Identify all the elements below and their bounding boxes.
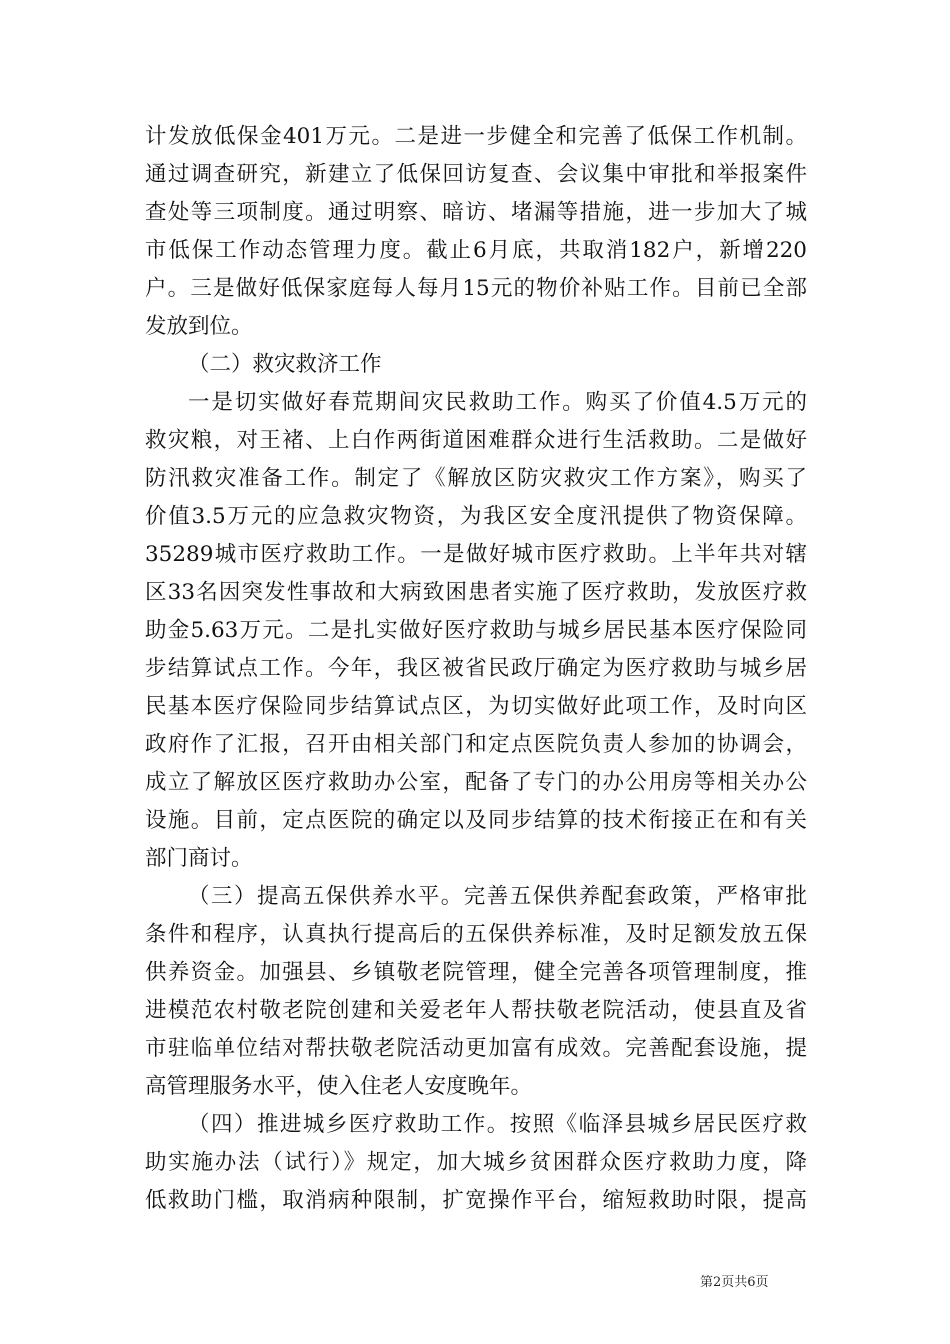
- text-line: 部门商讨。: [145, 846, 253, 871]
- text-line: 区33名因突发性事故和大病致困患者实施了医疗救助，发放医疗救: [145, 580, 807, 605]
- text-line: 条件和程序，认真执行提高后的五保供养标准，及时足额发放五保: [145, 922, 807, 947]
- text-line: 高管理服务水平，使入住老人安度晚年。: [145, 1074, 533, 1099]
- text-line: 供养资金。加强县、乡镇敬老院管理，健全完善各项管理制度，推: [145, 960, 807, 985]
- text-line: 价值3.5万元的应急救灾物资，为我区安全度汛提供了物资保障。: [145, 504, 807, 529]
- text-line: 一是切实做好春荒期间灾民救助工作。购买了价值4.5万元的: [188, 390, 807, 415]
- paragraph-lines: [145, 118, 807, 1220]
- document-body: [145, 118, 807, 1220]
- text-line: 发放到位。: [145, 314, 253, 339]
- text-line: 防汛救灾准备工作。制定了《解放区防灾救灾工作方案》，购买了: [145, 466, 807, 491]
- text-line: （二）救灾救济工作: [188, 352, 382, 377]
- text-line: 步结算试点工作。今年，我区被省民政厅确定为医疗救助与城乡居: [145, 656, 807, 681]
- text-line: 进模范农村敬老院创建和关爱老年人帮扶敬老院活动，使县直及省: [145, 998, 807, 1023]
- text-line: 市驻临单位结对帮扶敬老院活动更加富有成效。完善配套设施，提: [145, 1036, 807, 1061]
- text-line: （四）推进城乡医疗救助工作。按照《临泽县城乡居民医疗救: [188, 1112, 807, 1137]
- text-line: 设施。目前，定点医院的确定以及同步结算的技术衔接正在和有关: [145, 808, 807, 833]
- text-line: 成立了解放区医疗救助办公室，配备了专门的办公用房等相关办公: [145, 770, 807, 795]
- text-line: 助实施办法（试行）》规定，加大城乡贫困群众医疗救助力度，降: [145, 1150, 807, 1175]
- text-line: （三）提高五保供养水平。完善五保供养配套政策，严格审批: [188, 884, 807, 909]
- text-line: 救灾粮，对王褚、上白作两街道困难群众进行生活救助。二是做好: [145, 428, 807, 453]
- text-line: 助金5.63万元。二是扎实做好医疗救助与城乡居民基本医疗保险同: [145, 618, 807, 643]
- text-line: 查处等三项制度。通过明察、暗访、堵漏等措施，进一步加大了城: [145, 200, 807, 225]
- text-line: 通过调查研究，新建立了低保回访复查、会议集中审批和举报案件: [145, 162, 807, 187]
- text-line: 市低保工作动态管理力度。截止6月底，共取消182户，新增220: [145, 238, 807, 263]
- text-line: 户。三是做好低保家庭每人每月15元的物价补贴工作。目前已全部: [145, 276, 807, 301]
- page-number: 第2页共6页: [700, 1275, 769, 1290]
- text-line: 民基本医疗保险同步结算试点区，为切实做好此项工作，及时向区: [145, 694, 807, 719]
- text-line: 政府作了汇报，召开由相关部门和定点医院负责人参加的协调会，: [145, 732, 807, 757]
- text-line: 低救助门槛，取消病种限制，扩宽操作平台，缩短救助时限，提高: [145, 1188, 807, 1213]
- text-line: 计发放低保金401万元。二是进一步健全和完善了低保工作机制。: [145, 124, 807, 149]
- text-line: 35289城市医疗救助工作。一是做好城市医疗救助。上半年共对辖: [145, 542, 807, 567]
